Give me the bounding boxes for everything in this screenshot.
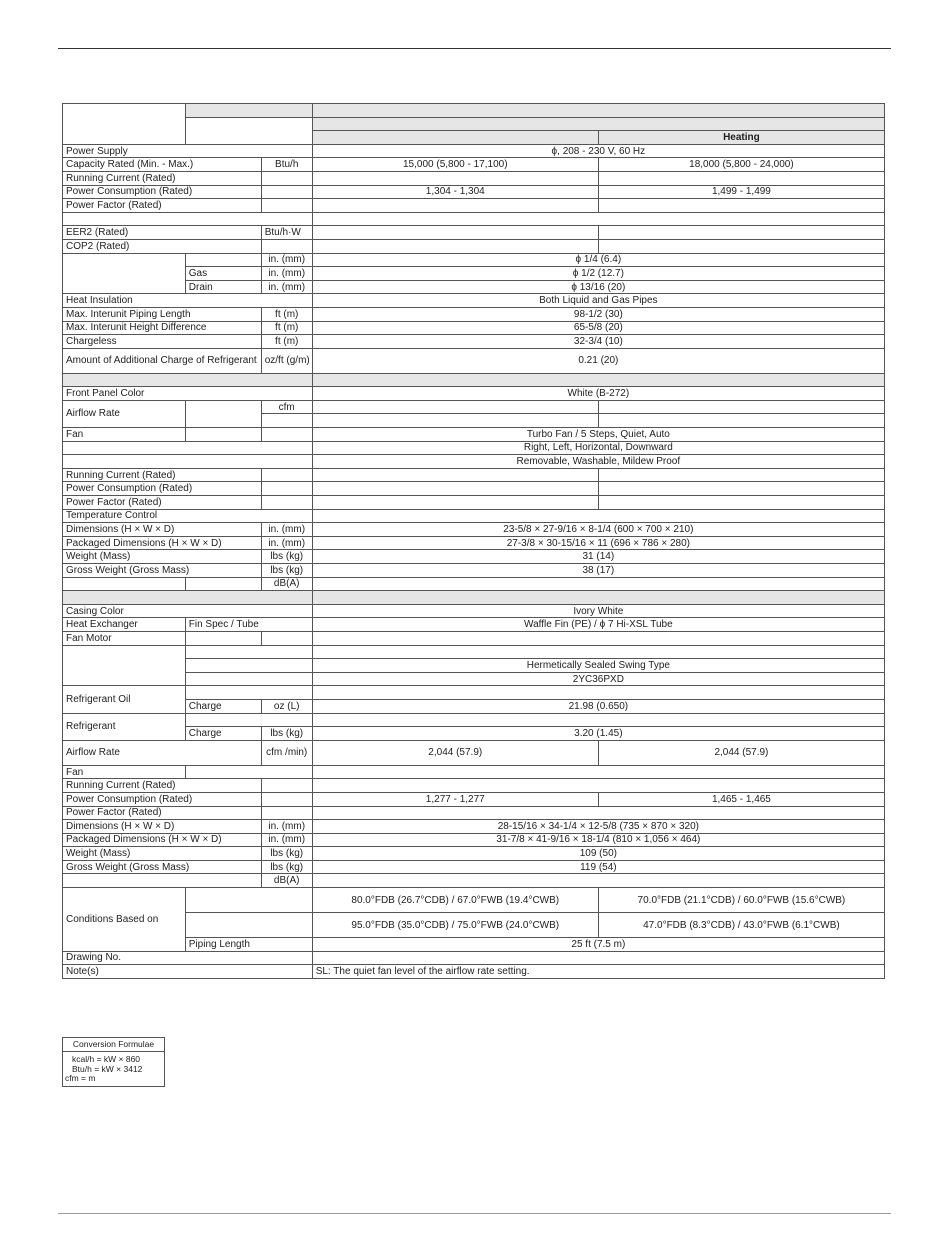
table-row xyxy=(63,185,885,199)
additional-charge-unit: oz/ft (g/m) xyxy=(261,348,312,373)
max-piping-length-value: 98-1/2 (30) xyxy=(312,307,884,321)
table-row xyxy=(63,740,885,765)
table-row xyxy=(63,482,885,496)
conversion-formulae-box xyxy=(62,1037,165,1087)
outdoor-airflow-cooling: 2,044 (57.9) xyxy=(312,740,598,765)
table-row xyxy=(63,536,885,550)
outdoor-section-value xyxy=(312,591,884,605)
compressor-model-label xyxy=(185,672,312,686)
outdoor-fan-value xyxy=(312,765,884,779)
indoor-running-current-unit xyxy=(261,468,312,482)
indoor-power-consumption-unit xyxy=(261,482,312,496)
air-filter-value: Removable, Washable, Mildew Proof xyxy=(312,455,884,469)
table-row xyxy=(63,631,885,645)
header-row-1 xyxy=(63,104,885,118)
table-row xyxy=(63,321,885,335)
air-direction-value: Right, Left, Horizontal, Downward xyxy=(312,441,884,455)
indoor-gross-weight-value: 38 (17) xyxy=(312,564,884,578)
indoor-sound-sub xyxy=(185,577,261,591)
header-blank-cell xyxy=(63,104,186,145)
outdoor-power-consumption-heating: 1,465 - 1,465 xyxy=(598,792,884,806)
indoor-airflow-sub xyxy=(185,400,261,427)
chargeless-label: Chargeless xyxy=(63,335,262,349)
table-row xyxy=(63,428,885,442)
indoor-power-consumption-heating xyxy=(598,482,884,496)
outdoor-gross-weight-label: Gross Weight (Gross Mass) xyxy=(63,860,262,874)
liquid-value: ϕ 1/4 (6.4) xyxy=(312,253,884,267)
fan-motor-unit xyxy=(261,631,312,645)
table-row xyxy=(63,468,885,482)
outdoor-dimensions-unit: in. (mm) xyxy=(261,820,312,834)
table-row xyxy=(63,727,885,741)
compressor-sub-1 xyxy=(185,645,312,659)
indoor-weight-label: Weight (Mass) xyxy=(63,550,262,564)
heat-exchanger-value: Waffle Fin (PE) / ϕ 7 Hi-XSL Tube xyxy=(312,618,884,632)
indoor-airflow-heating xyxy=(598,400,884,414)
drain-unit: in. (mm) xyxy=(261,280,312,294)
header-model-value xyxy=(312,104,884,118)
max-piping-length-label: Max. Interunit Piping Length xyxy=(63,307,262,321)
outdoor-running-current-value xyxy=(312,779,884,793)
indoor-power-factor-unit xyxy=(261,496,312,510)
outdoor-section-label xyxy=(63,591,313,605)
indoor-gross-weight-unit: lbs (kg) xyxy=(261,564,312,578)
table-row xyxy=(63,550,885,564)
table-row xyxy=(63,806,885,820)
refrigerant-oil-charge-unit: oz (L) xyxy=(261,699,312,713)
conditions-outdoor-cooling: 95.0°FDB (35.0°CDB) / 75.0°FWB (24.0°CWB) xyxy=(312,913,598,938)
table-row xyxy=(63,847,885,861)
outdoor-packaged-dimensions-label: Packaged Dimensions (H × W × D) xyxy=(63,833,262,847)
air-filter-label xyxy=(63,455,313,469)
table-row xyxy=(63,874,885,888)
outdoor-sound-value xyxy=(312,874,884,888)
additional-charge-value: 0.21 (20) xyxy=(312,348,884,373)
outdoor-power-consumption-label: Power Consumption (Rated) xyxy=(63,792,262,806)
eer2-heating xyxy=(598,226,884,240)
indoor-weight-value: 31 (14) xyxy=(312,550,884,564)
piping-group-label xyxy=(63,253,186,294)
refrigerant-type-value xyxy=(312,713,884,727)
indoor-airflow-cooling xyxy=(312,400,598,414)
power-supply-value: ϕ, 208 - 230 V, 60 Hz xyxy=(312,144,884,158)
cop2-cooling xyxy=(312,239,598,253)
table-row xyxy=(63,604,885,618)
power-factor-unit xyxy=(261,199,312,213)
indoor-airflow-unit-2 xyxy=(261,414,312,428)
power-consumption-heating: 1,499 - 1,499 xyxy=(598,185,884,199)
table-row xyxy=(63,686,885,700)
temp-control-value xyxy=(312,509,884,523)
compressor-type-label xyxy=(185,659,312,673)
table-row xyxy=(63,348,885,373)
power-factor-cooling xyxy=(312,199,598,213)
cop2-label: COP2 (Rated) xyxy=(63,239,262,253)
outdoor-power-factor-unit xyxy=(261,806,312,820)
blank-row-label xyxy=(63,212,313,226)
outdoor-running-current-label: Running Current (Rated) xyxy=(63,779,262,793)
eer2-cooling xyxy=(312,226,598,240)
indoor-gross-weight-label: Gross Weight (Gross Mass) xyxy=(63,564,262,578)
max-piping-length-unit: ft (m) xyxy=(261,307,312,321)
refrigerant-oil-type-value xyxy=(312,686,884,700)
cop2-unit xyxy=(261,239,312,253)
outdoor-unit-section-row xyxy=(63,591,885,605)
table-row xyxy=(63,577,885,591)
table-row xyxy=(63,158,885,172)
compressor-value-1 xyxy=(312,645,884,659)
table-row xyxy=(63,618,885,632)
table-row xyxy=(63,564,885,578)
table-row xyxy=(63,387,885,401)
indoor-weight-unit: lbs (kg) xyxy=(261,550,312,564)
conditions-outdoor-heating: 47.0°FDB (8.3°CDB) / 43.0°FWB (6.1°CWB) xyxy=(598,913,884,938)
gas-value: ϕ 1/2 (12.7) xyxy=(312,267,884,281)
table-row xyxy=(63,212,885,226)
indoor-airflow-label: Airflow Rate xyxy=(63,400,186,427)
capacity-unit: Btu/h xyxy=(261,158,312,172)
additional-charge-label: Amount of Additional Charge of Refrigerant xyxy=(63,348,262,373)
indoor-airflow-cooling-2 xyxy=(312,414,598,428)
gas-unit: in. (mm) xyxy=(261,267,312,281)
outdoor-weight-unit: lbs (kg) xyxy=(261,847,312,861)
heat-exchanger-sub: Fin Spec / Tube xyxy=(185,618,312,632)
outdoor-packaged-dimensions-unit: in. (mm) xyxy=(261,833,312,847)
table-row xyxy=(63,779,885,793)
table-row xyxy=(63,239,885,253)
outdoor-power-factor-label: Power Factor (Rated) xyxy=(63,806,262,820)
table-row xyxy=(63,307,885,321)
table-row xyxy=(63,523,885,537)
air-direction-label xyxy=(63,441,313,455)
indoor-power-factor-cooling xyxy=(312,496,598,510)
table-row xyxy=(63,860,885,874)
drain-value: ϕ 13/16 (20) xyxy=(312,280,884,294)
notes-label: Note(s) xyxy=(63,965,313,979)
conditions-indoor-label xyxy=(185,888,312,913)
refrigerant-charge-value: 3.20 (1.45) xyxy=(312,727,884,741)
outdoor-weight-label: Weight (Mass) xyxy=(63,847,262,861)
temp-control-label: Temperature Control xyxy=(63,509,313,523)
indoor-power-consumption-label: Power Consumption (Rated) xyxy=(63,482,262,496)
indoor-airflow-unit: cfm xyxy=(261,400,312,414)
table-row xyxy=(63,913,885,938)
conversion-line-cfm: cfm = m xyxy=(65,1073,96,1083)
power-consumption-label: Power Consumption (Rated) xyxy=(63,185,262,199)
indoor-dimensions-unit: in. (mm) xyxy=(261,523,312,537)
capacity-heating: 18,000 (5,800 - 24,000) xyxy=(598,158,884,172)
refrigerant-oil-type-label xyxy=(185,686,312,700)
indoor-packaged-dimensions-value: 27-3/8 × 30-15/16 × 11 (696 × 786 × 280) xyxy=(312,536,884,550)
indoor-sound-value xyxy=(312,577,884,591)
conversion-lines xyxy=(63,1052,164,1086)
outdoor-power-factor-value xyxy=(312,806,884,820)
outdoor-dimensions-label: Dimensions (H × W × D) xyxy=(63,820,262,834)
outdoor-airflow-heating: 2,044 (57.9) xyxy=(598,740,884,765)
conditions-outdoor-label xyxy=(185,913,312,938)
drain-label: Drain xyxy=(185,280,261,294)
outdoor-gross-weight-value: 119 (54) xyxy=(312,860,884,874)
outdoor-fan-label: Fan xyxy=(63,765,186,779)
drawing-no-label: Drawing No. xyxy=(63,951,313,965)
conditions-indoor-cooling: 80.0°FDB (26.7°CDB) / 67.0°FWB (19.4°CWB) xyxy=(312,888,598,913)
outdoor-airflow-label: Airflow Rate xyxy=(63,740,262,765)
fan-motor-value xyxy=(312,631,884,645)
indoor-running-current-cooling xyxy=(312,468,598,482)
outdoor-sound-unit: dB(A) xyxy=(261,874,312,888)
conversion-line-kcal: kcal/h = kW × 860 xyxy=(72,1054,141,1064)
outdoor-running-current-unit xyxy=(261,779,312,793)
indoor-power-factor-heating xyxy=(598,496,884,510)
conditions-piping-value: 25 ft (7.5 m) xyxy=(312,938,884,952)
gas-label: Gas xyxy=(185,267,261,281)
power-consumption-unit xyxy=(261,185,312,199)
indoor-section-label xyxy=(63,373,313,387)
conversion-line-btu: Btu/h = kW × 3412 xyxy=(72,1063,143,1074)
header-sub-cell xyxy=(185,117,312,144)
compressor-type-value: Hermetically Sealed Swing Type xyxy=(312,659,884,673)
outdoor-packaged-dimensions-value: 31-7/8 × 41-9/16 × 18-1/4 (810 × 1,056 × 464) xyxy=(312,833,884,847)
power-supply-label: Power Supply xyxy=(63,144,313,158)
indoor-power-factor-label: Power Factor (Rated) xyxy=(63,496,262,510)
power-factor-heating xyxy=(598,199,884,213)
indoor-running-current-label: Running Current (Rated) xyxy=(63,468,262,482)
outdoor-gross-weight-unit: lbs (kg) xyxy=(261,860,312,874)
eer2-unit: Btu/h·W xyxy=(261,226,312,240)
table-row xyxy=(63,226,885,240)
table-row xyxy=(63,294,885,308)
heating-header: Heating xyxy=(598,131,884,145)
running-current-unit xyxy=(261,171,312,185)
table-row xyxy=(63,199,885,213)
header-model-cell xyxy=(185,104,312,118)
liquid-unit: in. (mm) xyxy=(261,253,312,267)
indoor-fan-value: Turbo Fan / 5 Steps, Quiet, Auto xyxy=(312,428,884,442)
indoor-power-consumption-cooling xyxy=(312,482,598,496)
indoor-dimensions-label: Dimensions (H × W × D) xyxy=(63,523,262,537)
casing-color-value: Ivory White xyxy=(312,604,884,618)
indoor-unit-section-row xyxy=(63,373,885,387)
refrigerant-oil-charge-label: Charge xyxy=(185,699,261,713)
table-row xyxy=(63,951,885,965)
outdoor-dimensions-value: 28-15/16 × 34-1/4 × 12-5/8 (735 × 870 × 320) xyxy=(312,820,884,834)
capacity-cooling: 15,000 (5,800 - 17,100) xyxy=(312,158,598,172)
outdoor-fan-sub xyxy=(185,765,312,779)
fan-motor-sub xyxy=(185,631,261,645)
table-row xyxy=(63,965,885,979)
indoor-section-value xyxy=(312,373,884,387)
eer2-label: EER2 (Rated) xyxy=(63,226,262,240)
table-row xyxy=(63,280,885,294)
max-height-diff-label: Max. Interunit Height Difference xyxy=(63,321,262,335)
outdoor-power-consumption-unit xyxy=(261,792,312,806)
table-row xyxy=(63,496,885,510)
table-row xyxy=(63,938,885,952)
table-row xyxy=(63,833,885,847)
refrigerant-oil-charge-value: 21.98 (0.650) xyxy=(312,699,884,713)
indoor-sound-unit: dB(A) xyxy=(261,577,312,591)
conditions-label: Conditions Based on xyxy=(63,888,186,952)
table-row xyxy=(63,713,885,727)
table-row xyxy=(63,455,885,469)
indoor-fan-sub xyxy=(185,428,261,442)
capacity-label: Capacity Rated (Min. - Max.) xyxy=(63,158,262,172)
max-height-diff-unit: ft (m) xyxy=(261,321,312,335)
front-panel-value: White (B-272) xyxy=(312,387,884,401)
drawing-no-value xyxy=(312,951,884,965)
cop2-heating xyxy=(598,239,884,253)
refrigerant-charge-unit: lbs (kg) xyxy=(261,727,312,741)
liquid-label xyxy=(185,253,261,267)
indoor-dimensions-value: 23-5/8 × 27-9/16 × 8-1/4 (600 × 700 × 210) xyxy=(312,523,884,537)
table-row xyxy=(63,820,885,834)
blank-row-value xyxy=(312,212,884,226)
header-sub-value xyxy=(312,117,884,131)
heat-insulation-label: Heat Insulation xyxy=(63,294,313,308)
heat-exchanger-label: Heat Exchanger xyxy=(63,618,186,632)
max-height-diff-value: 65-5/8 (20) xyxy=(312,321,884,335)
conversion-title: Conversion Formulae xyxy=(63,1038,164,1052)
header-rule xyxy=(58,48,891,49)
table-row xyxy=(63,253,885,267)
table-row xyxy=(63,441,885,455)
indoor-running-current-heating xyxy=(598,468,884,482)
running-current-heating xyxy=(598,171,884,185)
outdoor-sound-label xyxy=(63,874,262,888)
table-row xyxy=(63,400,885,414)
power-consumption-cooling: 1,304 - 1,304 xyxy=(312,185,598,199)
table-row xyxy=(63,645,885,659)
specification-table xyxy=(62,103,885,979)
casing-color-label: Casing Color xyxy=(63,604,313,618)
refrigerant-charge-label: Charge xyxy=(185,727,261,741)
outdoor-weight-value: 109 (50) xyxy=(312,847,884,861)
indoor-airflow-heating-2 xyxy=(598,414,884,428)
table-row xyxy=(63,267,885,281)
outdoor-airflow-unit: cfm /min) xyxy=(261,740,312,765)
outdoor-power-consumption-cooling: 1,277 - 1,277 xyxy=(312,792,598,806)
chargeless-value: 32-3/4 (10) xyxy=(312,335,884,349)
front-panel-label: Front Panel Color xyxy=(63,387,313,401)
refrigerant-oil-label: Refrigerant Oil xyxy=(63,686,186,713)
indoor-packaged-dimensions-unit: in. (mm) xyxy=(261,536,312,550)
conditions-indoor-heating: 70.0°FDB (21.1°CDB) / 60.0°FWB (15.6°CWB) xyxy=(598,888,884,913)
refrigerant-label: Refrigerant xyxy=(63,713,186,740)
table-row xyxy=(63,659,885,673)
compressor-model-value: 2YC36PXD xyxy=(312,672,884,686)
notes-value: SL: The quiet fan level of the airflow rate setting. xyxy=(312,965,884,979)
table-row xyxy=(63,672,885,686)
table-row xyxy=(63,765,885,779)
chargeless-unit: ft (m) xyxy=(261,335,312,349)
table-row xyxy=(63,144,885,158)
footer-rule xyxy=(58,1213,891,1214)
running-current-label: Running Current (Rated) xyxy=(63,171,262,185)
table-row xyxy=(63,888,885,913)
indoor-fan-unit xyxy=(261,428,312,442)
refrigerant-type-label xyxy=(185,713,312,727)
table-row xyxy=(63,171,885,185)
header-row-2 xyxy=(63,117,885,131)
running-current-cooling xyxy=(312,171,598,185)
fan-motor-label: Fan Motor xyxy=(63,631,186,645)
indoor-sound-label xyxy=(63,577,186,591)
heat-insulation-value: Both Liquid and Gas Pipes xyxy=(312,294,884,308)
conditions-piping-label: Piping Length xyxy=(185,938,312,952)
table-row xyxy=(63,792,885,806)
table-row xyxy=(63,699,885,713)
indoor-fan-label: Fan xyxy=(63,428,186,442)
cooling-header xyxy=(312,131,598,145)
table-row xyxy=(63,509,885,523)
indoor-packaged-dimensions-label: Packaged Dimensions (H × W × D) xyxy=(63,536,262,550)
power-factor-label: Power Factor (Rated) xyxy=(63,199,262,213)
table-row xyxy=(63,335,885,349)
compressor-label xyxy=(63,645,186,686)
